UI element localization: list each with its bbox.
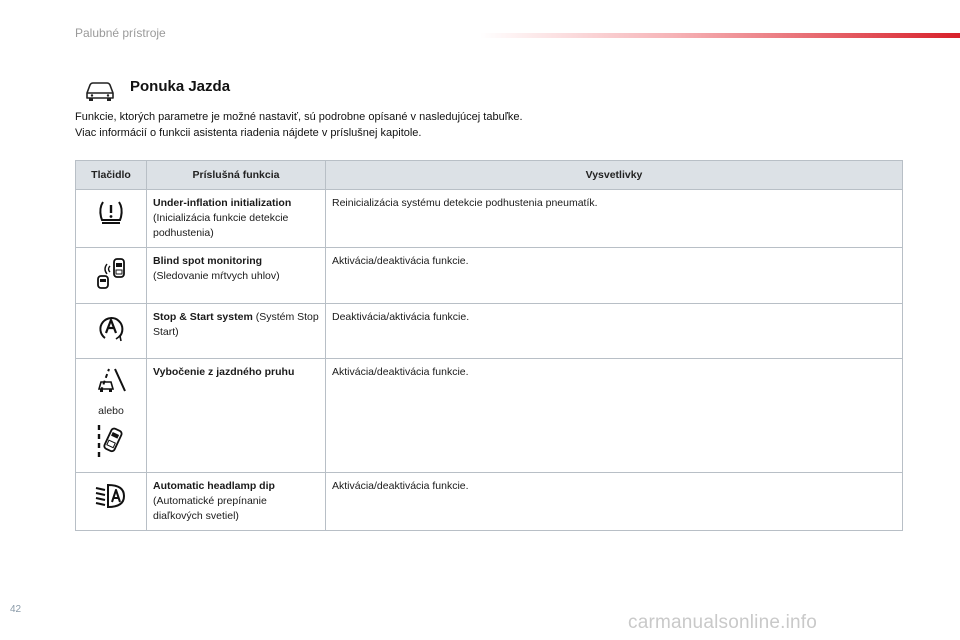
function-cell	[147, 304, 326, 359]
page-number: 42	[10, 604, 22, 615]
header-function: Príslušná funkcia	[147, 161, 326, 190]
function-name: Automatic headlamp dip	[153, 480, 275, 492]
function-name: Stop & Start system	[153, 311, 253, 323]
explanation-cell: Deaktivácia/aktivácia funkcie.	[326, 304, 903, 359]
icon-cell[interactable]	[76, 248, 147, 304]
section-title: Ponuka Jazda	[130, 78, 231, 95]
table-row	[76, 190, 903, 248]
functions-table	[75, 160, 903, 531]
function-name: Blind spot monitoring	[153, 255, 263, 267]
function-cell	[147, 248, 326, 304]
function-cell	[147, 473, 326, 531]
lane-departure-icon[interactable]	[95, 367, 127, 395]
function-desc: (Systém Stop Start)	[153, 311, 319, 338]
header-button: Tlačidlo	[76, 161, 147, 190]
explanation-cell: Aktivácia/deaktivácia funkcie.	[326, 359, 903, 473]
watermark: carmanualsonline.info	[628, 612, 818, 633]
auto-headlamp-icon[interactable]	[94, 481, 128, 509]
page-header-label: Palubné prístroje	[75, 26, 166, 40]
function-cell	[147, 359, 326, 473]
table-row	[76, 359, 903, 473]
table-row	[76, 304, 903, 359]
function-desc: (Automatické prepínanie diaľkových svetiel)	[153, 495, 267, 522]
lane-departure-car-icon[interactable]	[95, 423, 127, 459]
header-explanation: Vysvetlivky	[326, 161, 903, 190]
icon-cell[interactable]	[76, 473, 147, 531]
intro-text	[75, 109, 523, 141]
table-row	[76, 248, 903, 304]
icon-cell[interactable]	[76, 359, 147, 473]
icon-cell[interactable]	[76, 190, 147, 248]
header-accent-bar	[480, 33, 960, 38]
stop-start-icon[interactable]	[96, 312, 126, 344]
function-name: Under-inflation initialization	[153, 197, 292, 209]
or-label: alebo	[98, 405, 124, 417]
table-row	[76, 473, 903, 531]
function-desc: (Sledovanie mŕtvych uhlov)	[153, 270, 280, 282]
function-desc: (Inicializácia funkcie detekcie podhustenia)	[153, 212, 289, 239]
function-cell	[147, 190, 326, 248]
table-header-row	[76, 161, 903, 190]
explanation-cell: Aktivácia/deaktivácia funkcie.	[326, 473, 903, 531]
blind-spot-icon[interactable]	[94, 256, 128, 290]
function-name: Vybočenie z jazdného pruhu	[153, 366, 295, 378]
intro-line-1: Funkcie, ktorých parametre je možné nastaviť, sú podrobne opísané v nasledujúcej tabuľke.	[75, 111, 523, 123]
car-icon	[84, 80, 116, 102]
icon-cell[interactable]	[76, 304, 147, 359]
tyre-pressure-icon[interactable]	[96, 198, 126, 226]
intro-line-2: Viac informácií o funkcii asistenta riadenia nájdete v príslušnej kapitole.	[75, 127, 422, 139]
explanation-cell: Reinicializácia systému detekcie podhustenia pneumatík.	[326, 190, 903, 248]
explanation-cell: Aktivácia/deaktivácia funkcie.	[326, 248, 903, 304]
